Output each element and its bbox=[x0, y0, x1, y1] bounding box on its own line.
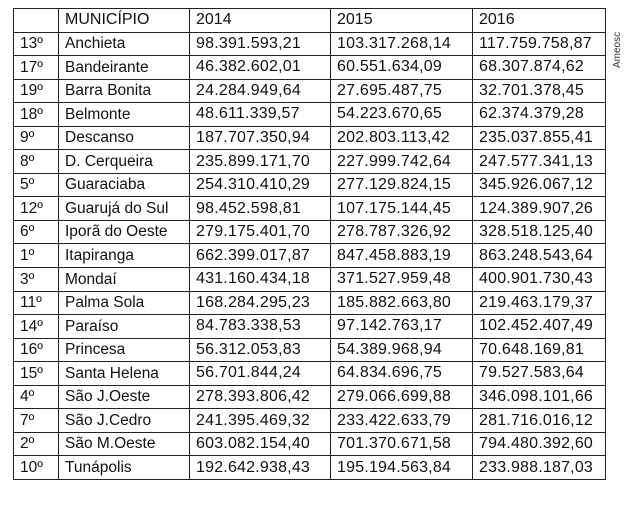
table-row bbox=[14, 338, 606, 362]
header-rank bbox=[14, 9, 59, 33]
municipio-cell: Palma Sola bbox=[59, 291, 190, 315]
value-2015-cell: 195.194.563,84 bbox=[331, 456, 473, 480]
municipio-cell: Bandeirante bbox=[59, 56, 190, 80]
table-row bbox=[14, 362, 606, 386]
value-2015-cell: 202.803.113,42 bbox=[331, 126, 473, 150]
table-row bbox=[14, 432, 606, 456]
rank-cell: 15º bbox=[14, 362, 59, 386]
rank-cell: 7º bbox=[14, 409, 59, 433]
municipio-cell: Anchieta bbox=[59, 32, 190, 56]
municipio-cell: São J.Oeste bbox=[59, 385, 190, 409]
value-2016-cell: 247.577.341,13 bbox=[473, 150, 606, 174]
value-2014-cell: 192.642.938,43 bbox=[190, 456, 331, 480]
value-2016-cell: 117.759.758,87 bbox=[473, 32, 606, 56]
value-2016-cell: 79.527.583,64 bbox=[473, 362, 606, 386]
rank-cell: 10º bbox=[14, 456, 59, 480]
value-2015-cell: 277.129.824,15 bbox=[331, 173, 473, 197]
rank-cell: 16º bbox=[14, 338, 59, 362]
value-2014-cell: 46.382.602,01 bbox=[190, 56, 331, 80]
rank-cell: 9º bbox=[14, 126, 59, 150]
municipio-cell: D. Cerqueira bbox=[59, 150, 190, 174]
value-2016-cell: 219.463.179,37 bbox=[473, 291, 606, 315]
table-row bbox=[14, 79, 606, 103]
value-2016-cell: 794.480.392,60 bbox=[473, 432, 606, 456]
table-row bbox=[14, 103, 606, 127]
value-2016-cell: 70.648.169,81 bbox=[473, 338, 606, 362]
value-2016-cell: 346.098.101,66 bbox=[473, 385, 606, 409]
table-row bbox=[14, 456, 606, 480]
value-2016-cell: 62.374.379,28 bbox=[473, 103, 606, 127]
value-2014-cell: 254.310.410,29 bbox=[190, 173, 331, 197]
rank-cell: 18º bbox=[14, 103, 59, 127]
header-2015: 2015 bbox=[331, 9, 473, 33]
value-2015-cell: 847.458.883,19 bbox=[331, 244, 473, 268]
municipio-cell: Paraíso bbox=[59, 315, 190, 339]
value-2015-cell: 103.317.268,14 bbox=[331, 32, 473, 56]
rank-cell: 13º bbox=[14, 32, 59, 56]
value-2016-cell: 124.389.907,26 bbox=[473, 197, 606, 221]
rank-cell: 8º bbox=[14, 150, 59, 174]
rank-cell: 5º bbox=[14, 173, 59, 197]
value-2014-cell: 187.707.350,94 bbox=[190, 126, 331, 150]
municipio-revenue-table bbox=[13, 8, 606, 480]
value-2014-cell: 84.783.338,53 bbox=[190, 315, 331, 339]
municipio-cell: Itapiranga bbox=[59, 244, 190, 268]
source-label: Ameosc bbox=[612, 31, 623, 68]
value-2015-cell: 278.787.326,92 bbox=[331, 220, 473, 244]
value-2014-cell: 279.175.401,70 bbox=[190, 220, 331, 244]
municipio-cell: Guarujá do Sul bbox=[59, 197, 190, 221]
municipio-cell: Santa Helena bbox=[59, 362, 190, 386]
value-2015-cell: 54.223.670,65 bbox=[331, 103, 473, 127]
table-row bbox=[14, 409, 606, 433]
value-2014-cell: 168.284.295,23 bbox=[190, 291, 331, 315]
table-row bbox=[14, 268, 606, 292]
value-2014-cell: 56.312.053,83 bbox=[190, 338, 331, 362]
rank-cell: 11º bbox=[14, 291, 59, 315]
value-2015-cell: 27.695.487,75 bbox=[331, 79, 473, 103]
value-2015-cell: 60.551.634,09 bbox=[331, 56, 473, 80]
municipio-cell: Belmonte bbox=[59, 103, 190, 127]
value-2015-cell: 227.999.742,64 bbox=[331, 150, 473, 174]
value-2014-cell: 603.082.154,40 bbox=[190, 432, 331, 456]
table-row bbox=[14, 385, 606, 409]
value-2016-cell: 281.716.016,12 bbox=[473, 409, 606, 433]
value-2015-cell: 371.527.959,48 bbox=[331, 268, 473, 292]
table-row bbox=[14, 220, 606, 244]
value-2016-cell: 68.307.874,62 bbox=[473, 56, 606, 80]
value-2014-cell: 431.160.434,18 bbox=[190, 268, 331, 292]
header-2016: 2016 bbox=[473, 9, 606, 33]
table-body bbox=[14, 32, 606, 479]
value-2016-cell: 32.701.378,45 bbox=[473, 79, 606, 103]
municipio-cell: Descanso bbox=[59, 126, 190, 150]
value-2015-cell: 185.882.663,80 bbox=[331, 291, 473, 315]
header-2014: 2014 bbox=[190, 9, 331, 33]
rank-cell: 2º bbox=[14, 432, 59, 456]
rank-cell: 4º bbox=[14, 385, 59, 409]
value-2014-cell: 241.395.469,32 bbox=[190, 409, 331, 433]
rank-cell: 17º bbox=[14, 56, 59, 80]
table-row bbox=[14, 197, 606, 221]
table-row bbox=[14, 315, 606, 339]
value-2015-cell: 701.370.671,58 bbox=[331, 432, 473, 456]
header-municipio: MUNICÍPIO bbox=[59, 9, 190, 33]
table-row bbox=[14, 126, 606, 150]
value-2014-cell: 56.701.844,24 bbox=[190, 362, 331, 386]
rank-cell: 19º bbox=[14, 79, 59, 103]
municipio-cell: Iporã do Oeste bbox=[59, 220, 190, 244]
value-2014-cell: 662.399.017,87 bbox=[190, 244, 331, 268]
table-row bbox=[14, 32, 606, 56]
value-2014-cell: 98.452.598,81 bbox=[190, 197, 331, 221]
municipio-cell: São J.Cedro bbox=[59, 409, 190, 433]
value-2016-cell: 345.926.067,12 bbox=[473, 173, 606, 197]
table-row bbox=[14, 291, 606, 315]
table-row bbox=[14, 150, 606, 174]
rank-cell: 3º bbox=[14, 268, 59, 292]
value-2016-cell: 328.518.125,40 bbox=[473, 220, 606, 244]
value-2016-cell: 102.452.407,49 bbox=[473, 315, 606, 339]
value-2014-cell: 48.611.339,57 bbox=[190, 103, 331, 127]
value-2015-cell: 107.175.144,45 bbox=[331, 197, 473, 221]
value-2016-cell: 400.901.730,43 bbox=[473, 268, 606, 292]
value-2015-cell: 97.142.763,17 bbox=[331, 315, 473, 339]
value-2014-cell: 235.899.171,70 bbox=[190, 150, 331, 174]
rank-cell: 14º bbox=[14, 315, 59, 339]
municipio-cell: Guaraciaba bbox=[59, 173, 190, 197]
municipio-cell: Princesa bbox=[59, 338, 190, 362]
table-row bbox=[14, 244, 606, 268]
value-2014-cell: 24.284.949,64 bbox=[190, 79, 331, 103]
header-row bbox=[14, 9, 606, 33]
rank-cell: 6º bbox=[14, 220, 59, 244]
value-2016-cell: 863.248.543,64 bbox=[473, 244, 606, 268]
value-2014-cell: 98.391.593,21 bbox=[190, 32, 331, 56]
municipio-cell: Barra Bonita bbox=[59, 79, 190, 103]
value-2015-cell: 233.422.633,79 bbox=[331, 409, 473, 433]
municipio-cell: Mondaí bbox=[59, 268, 190, 292]
value-2015-cell: 279.066.699,88 bbox=[331, 385, 473, 409]
municipio-cell: Tunápolis bbox=[59, 456, 190, 480]
value-2016-cell: 235.037.855,41 bbox=[473, 126, 606, 150]
municipio-cell: São M.Oeste bbox=[59, 432, 190, 456]
value-2016-cell: 233.988.187,03 bbox=[473, 456, 606, 480]
rank-cell: 1º bbox=[14, 244, 59, 268]
table-row bbox=[14, 56, 606, 80]
table-row bbox=[14, 173, 606, 197]
value-2014-cell: 278.393.806,42 bbox=[190, 385, 331, 409]
rank-cell: 12º bbox=[14, 197, 59, 221]
value-2015-cell: 54.389.968,94 bbox=[331, 338, 473, 362]
value-2015-cell: 64.834.696,75 bbox=[331, 362, 473, 386]
